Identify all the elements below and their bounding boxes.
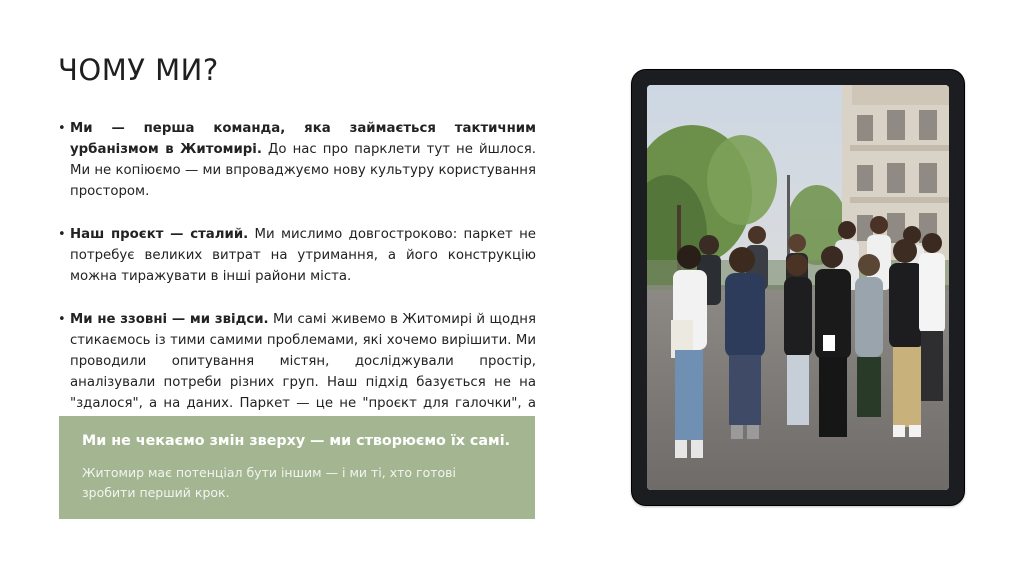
reason-item-first-team — [58, 118, 536, 202]
callout-box — [59, 416, 535, 519]
tablet-screen — [647, 85, 949, 490]
callout-heading: Ми не чекаємо змін зверху — ми створюємо їх самі. — [82, 433, 511, 449]
callout-text: Житомир має потенціал бути іншим — і ми ті, хто готові зробити перший крок. — [82, 465, 456, 500]
group-photo-image — [647, 85, 949, 490]
reason-text: Ми самі живемо в Житомирі й щодня стикаємось із тими самими проблемами, які хочемо вирішити. Ми проводили опитування містян, досліджували простір, аналізували потреби різних груп. Наш підхід базується не на "здалося", а на даних. Паркет — це не "проєкт для галочки", а — [70, 312, 536, 411]
reasons-list — [58, 118, 536, 457]
reason-item-sustainable — [58, 224, 536, 287]
reason-text: Ми мислимо довгостроково: паркет не потребує великих витрат на утримання, а його конструкцію можна тиражувати в інші райони міста. — [70, 227, 536, 284]
reason-bold-text: Ми не ззовні — ми звідси. — [70, 312, 269, 327]
reason-bold-text: Ми — перша команда, яка займається тактичним урбанізмом в Житомирі. — [70, 121, 536, 157]
reason-text: До нас про парклети тут не йшлося. Ми не копіюємо — ми впроваджуємо нову культуру користування простором. — [70, 142, 536, 199]
tablet-frame — [631, 69, 965, 506]
slide-title: ЧОМУ МИ? — [58, 53, 219, 87]
reason-bold-text: Наш проєкт — сталий. — [70, 227, 249, 242]
